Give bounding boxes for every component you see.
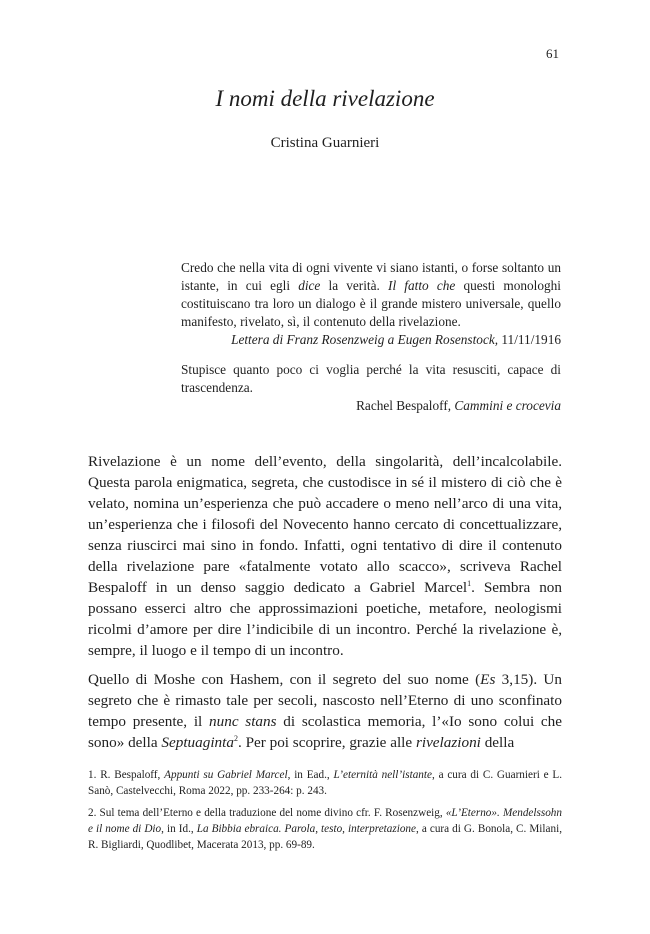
epigraph-text [181,259,561,331]
text-run: , a cura di C. Guarnieri e L. Sanò, Castelvecchi, Roma 2022, pp. 233-264: p. 243. [88,769,562,797]
attribution-source: Lettera di Franz Rosenzweig a Eugen Rosenstock, [231,332,499,347]
text-run-italic: Es [480,671,496,688]
epigraphs [181,259,561,415]
text-run-italic: nunc stans [209,713,277,730]
author-name: Cristina Guarnieri [270,135,380,151]
page-number: 61 [546,46,559,61]
epigraph-bespaloff [181,361,561,415]
text-run: 2. Sul tema dell’Eterno e della traduzione del nome divino cfr. F. Rosenzweig, [88,807,446,819]
text-run: Rivelazione è un nome dell’evento, della singolarità, dell’incalcolabile. Questa parola enigmatica, segreta, che custodisce in sé il mistero di ciò che è velato, nomina un’esperienza che può accadere o meno nell’arco di una vita, un’esperienza che i filosofi del Novecento hanno cercato di concettualizzare, senza riuscirci mai sino in fondo. Infatti, ogni tentativo di dire il contenuto della rivelazione pare «fatalmente votato allo scacco», scriveva Rachel Bespaloff in un denso saggio dedicato a Gabriel Marcel [88,453,562,596]
paragraph [88,669,562,753]
text-run: Quello di Moshe con Hashem, con il segreto del suo nome ( [88,671,481,688]
footnote-ref: 2 [233,733,238,743]
text-run-italic: La Bibbia ebraica. Parola, testo, interpretazione [196,823,416,835]
footnotes [88,767,562,853]
epigraph-text: Stupisce quanto poco ci voglia perché la vita resusciti, capace di trascendenza. [181,362,561,395]
text-run: , a cura di G. Bonola, C. Milani, R. Bigliardi, Quodlibet, Macerata 2013, pp. 69-89. [88,823,562,851]
text-run: . Sembra non possano esserci altro che approssimazioni poetiche, metafore, neologismi ricolmi d’amore per dire l’indicibile di un incontro. Perché la rivelazione è, sempre, il luogo e il tempo di un incontro. [88,579,562,659]
text-run: . Per poi scoprire, grazie alle [237,734,416,751]
text-run-italic: Il fatto che [388,278,456,293]
text-run: , in Ead., [287,769,334,781]
text-run: Credo che nella vita di ogni vivente vi siano istanti, o forse soltanto un istante, in cui egli [181,260,561,293]
text-run-italic: Septuaginta [161,734,234,751]
chapter-title: I nomi della rivelazione [215,86,435,111]
text-run: di scolastica memoria, l’«Io sono colui che sono» della [88,713,563,751]
text-run: questi monologhi costituiscano tra loro un dialogo è il grande mistero universale, quello manifesto, rivelato, sì, il contenuto della rivelazione. [181,278,561,329]
text-run: 1. R. Bespaloff, [88,769,165,781]
body-text [88,451,562,753]
text-run-italic: L’eternità nell’istante [333,769,432,781]
text-run-italic: Appunti su Gabriel Marcel [164,769,288,781]
text-run-italic: «L’Eterno». Mendelssohn e il nome di Dio [88,807,562,835]
footnote-ref: 1 [467,578,472,588]
text-run: della [480,734,515,751]
attribution-date: 11/11/1916 [498,332,561,347]
footnote-1 [88,767,562,799]
footnote-2 [88,805,562,853]
text-run: 3,15). Un segreto che è rimasto tale per secoli, nascosto nell’Eterno di uno sconfinato tempo presente, il [88,671,562,730]
text-run-italic: rivelazioni [415,734,481,751]
epigraph-attribution [181,331,561,349]
paragraph [88,451,562,661]
text-run: la verità. [320,278,389,293]
epigraph-rosenzweig [181,259,561,349]
epigraph-attribution [181,397,561,415]
attribution-source: Cammini e crocevia [454,398,561,413]
text-run: , in Id., [161,823,197,835]
text-run-italic: dice [298,278,321,293]
attribution-author: Rachel Bespaloff, [356,398,455,413]
